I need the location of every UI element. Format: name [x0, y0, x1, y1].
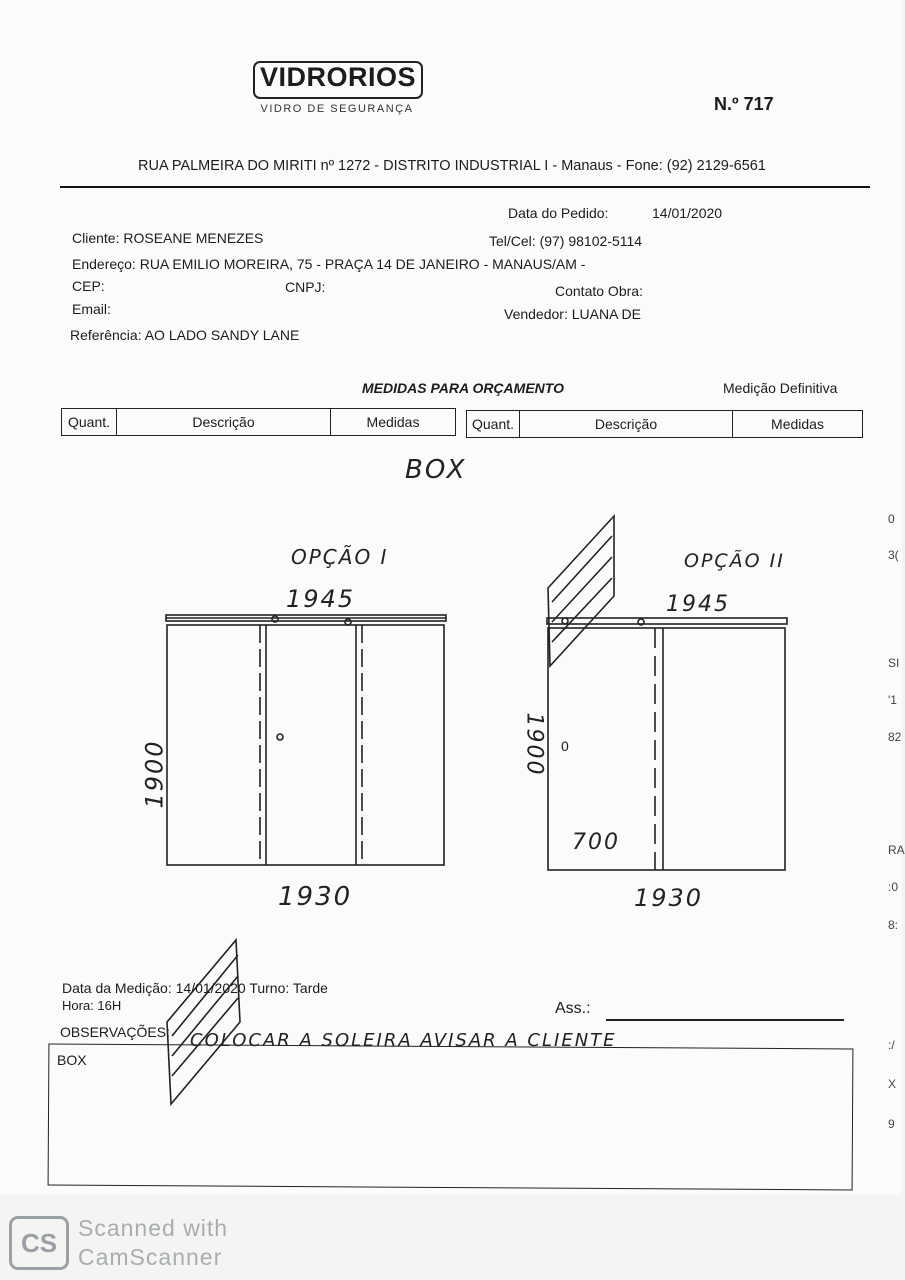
signature-line: [606, 1019, 844, 1021]
option2-bottom-width: 1930: [634, 884, 704, 912]
option1-top-width: 1945: [286, 585, 356, 613]
option1-height: 1900: [140, 739, 169, 809]
signature-label: Ass.:: [555, 1000, 591, 1017]
col-quantity: Quant.: [62, 409, 117, 435]
measure-hour: Hora: 16H: [62, 998, 122, 1013]
observations-label: OBSERVAÇÕES:: [60, 1024, 170, 1040]
measures-table-right: [466, 410, 863, 438]
option2-top-width: 1945: [666, 592, 730, 617]
definitive-measure-label: Medição Definitiva: [723, 380, 838, 396]
watermark-line-1: Scanned with: [78, 1215, 229, 1241]
col-description: Descrição: [117, 409, 331, 435]
edge-fragment: RA: [888, 843, 905, 857]
camscanner-watermark: [78, 1214, 228, 1272]
observations-text: COLOCAR A SOLEIRA AVISAR A CLIENTE: [190, 1030, 617, 1051]
option1-bottom-width: 1930: [278, 882, 353, 912]
cep-label: CEP:: [72, 278, 105, 294]
edge-fragment: 9: [888, 1117, 895, 1131]
edge-fragment: 0: [888, 512, 895, 526]
header-divider: [60, 186, 870, 188]
edge-fragment: :0: [888, 880, 899, 894]
option2-label: OPÇÃO II: [684, 550, 785, 572]
company-address: RUA PALMEIRA DO MIRITI nº 1272 - DISTRITO INDUSTRIAL I - Manaus - Fone: (92) 2129-6561: [138, 158, 766, 174]
logo-name: VIDRORIOS: [259, 62, 417, 92]
edge-fragment: '1: [888, 693, 897, 707]
option2-height: 1900: [521, 712, 547, 777]
col-description: Descrição: [520, 411, 733, 437]
measure-date: Data da Medição: 14/01/2020 Turno: Tarde: [62, 980, 328, 996]
option2-handle-mark: 0: [561, 738, 569, 754]
client-address: Endereço: RUA EMILIO MOREIRA, 75 - PRAÇA 14 DE JANEIRO - MANAUS/AM -: [72, 256, 586, 272]
observations-box: [48, 1044, 854, 1191]
col-measures: Medidas: [771, 416, 824, 432]
watermark-line-2: CamScanner: [78, 1244, 223, 1270]
reference: Referência: AO LADO SANDY LANE: [70, 327, 300, 343]
edge-fragment: 8:: [888, 918, 899, 932]
option2-door-width: 700: [572, 830, 620, 855]
option1-label: OPÇÃO I: [291, 545, 389, 569]
measures-title: MEDIDAS PARA ORÇAMENTO: [362, 380, 564, 396]
cnpj-label: CNPJ:: [285, 279, 326, 295]
seller: Vendedor: LUANA DE: [504, 306, 641, 322]
edge-fragment: X: [888, 1077, 897, 1091]
client-phone: Tel/Cel: (97) 98102-5114: [489, 233, 643, 249]
sketch-title: BOX: [405, 455, 467, 485]
box-sketches: [0, 440, 902, 920]
measures-table-left: [61, 408, 456, 436]
observations-box-label: BOX: [57, 1052, 87, 1068]
camscanner-logo-icon: CS: [9, 1216, 69, 1270]
col-quantity: Quant.: [467, 411, 520, 437]
col-measures: Medidas: [366, 414, 420, 430]
edge-fragment: 82: [888, 730, 902, 744]
edge-fragment: :/: [888, 1038, 895, 1052]
contact-label: Contato Obra:: [555, 283, 643, 299]
client-name: Cliente: ROSEANE MENEZES: [72, 230, 264, 246]
order-date-label: Data do Pedido:: [508, 205, 609, 221]
logo-tagline: VIDRO DE SEGURANÇA: [260, 103, 414, 115]
email-label: Email:: [72, 301, 111, 317]
document-number: N.º 717: [714, 94, 774, 114]
edge-fragment: SI: [888, 656, 900, 670]
order-date-value: 14/01/2020: [652, 205, 723, 221]
edge-fragment: 3(: [888, 548, 899, 562]
